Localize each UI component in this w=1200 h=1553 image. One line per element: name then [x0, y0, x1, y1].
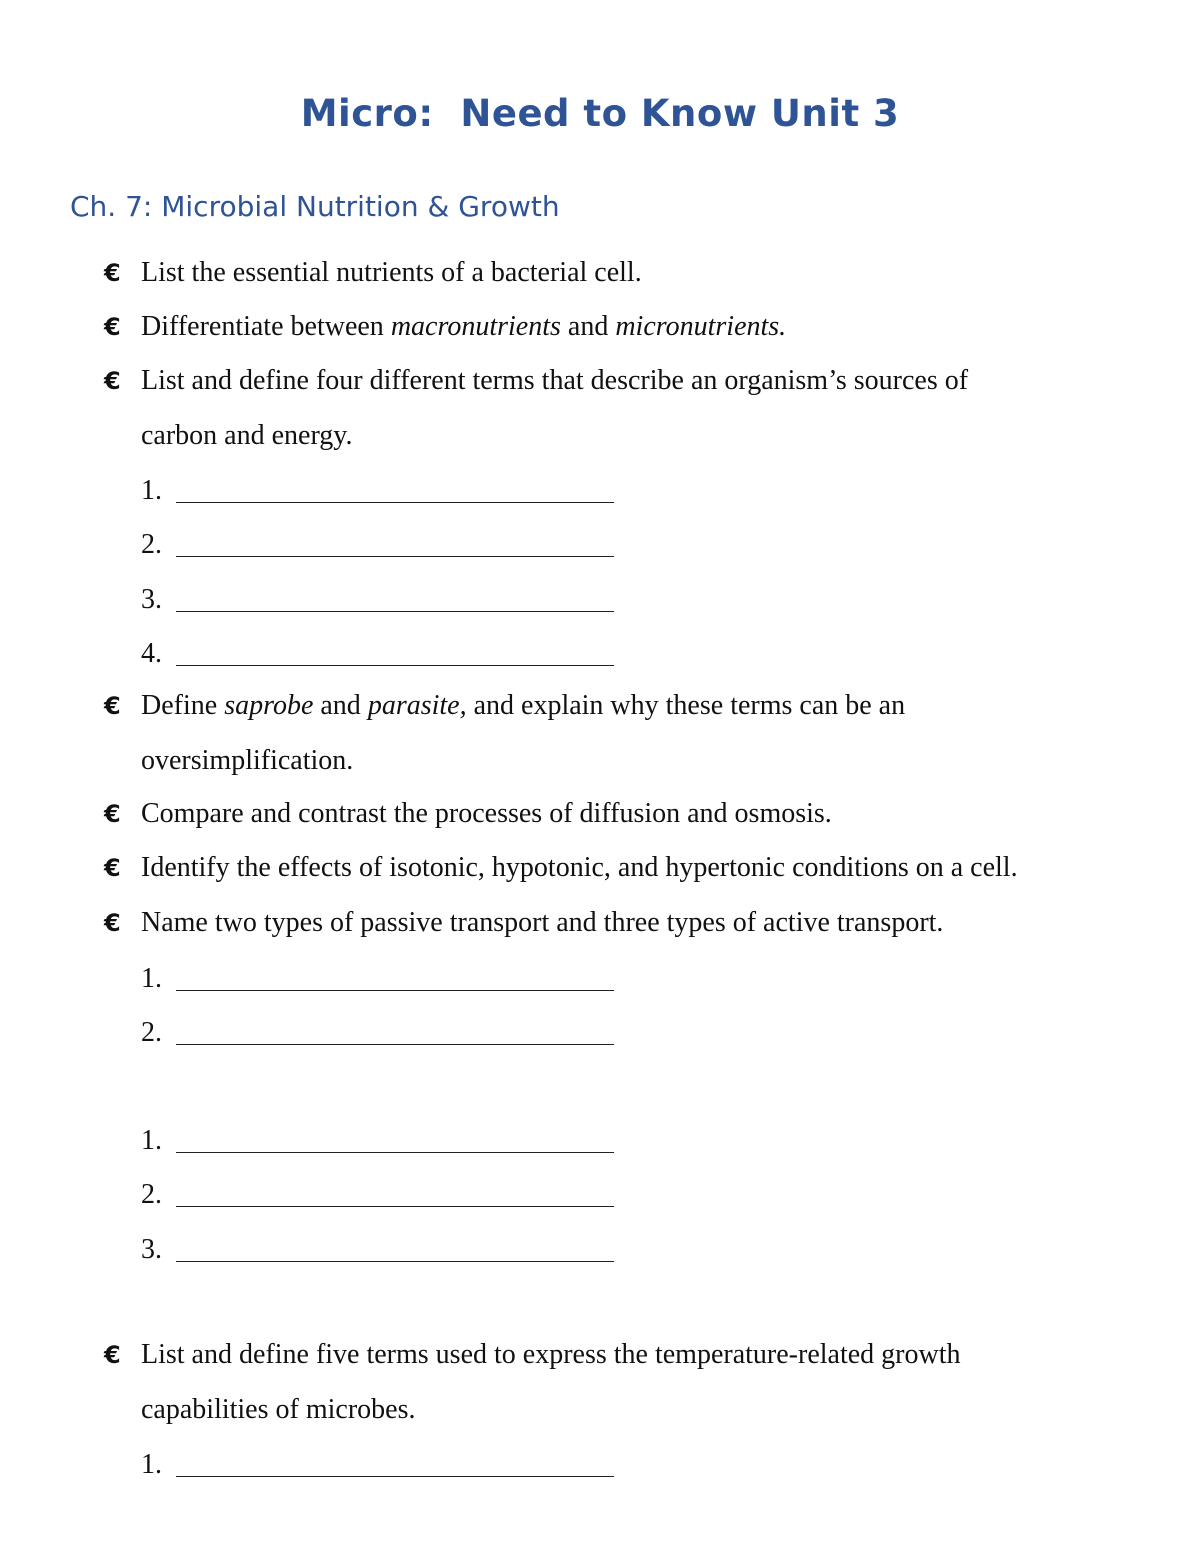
answer-blank[interactable] — [176, 1151, 614, 1153]
bullet-icon: € — [104, 259, 121, 287]
bullet-icon: € — [104, 692, 121, 720]
objective-item — [104, 906, 943, 940]
objective-continuation: oversimplification. — [141, 745, 354, 776]
objective-item — [104, 797, 832, 831]
answer-line[interactable] — [141, 583, 614, 617]
answer-line[interactable] — [141, 962, 614, 996]
objective-text: List and define five terms used to express the temperature-related growth — [141, 1339, 961, 1370]
objective-item — [104, 364, 968, 398]
objective-text: Define — [141, 690, 225, 721]
answer-number: 4. — [141, 638, 162, 669]
term-italic: saprobe — [224, 690, 314, 721]
objective-text: Name two types of passive transport and three types of active transport. — [141, 907, 944, 938]
bullet-icon: € — [104, 1341, 121, 1369]
term-italic: macronutrients — [390, 311, 561, 342]
answer-line[interactable] — [141, 637, 614, 671]
bullet-icon: € — [104, 313, 121, 341]
bullet-icon: € — [104, 800, 121, 828]
answer-blank[interactable] — [176, 1043, 614, 1045]
bullet-icon: € — [104, 854, 121, 882]
answer-blank[interactable] — [176, 664, 614, 666]
answer-number: 1. — [141, 1449, 162, 1480]
term-italic: parasite, — [367, 690, 467, 721]
bullet-icon: € — [104, 909, 121, 937]
answer-blank[interactable] — [176, 1260, 614, 1262]
answer-number: 3. — [141, 1234, 162, 1265]
answer-line[interactable] — [141, 1448, 614, 1482]
objective-item — [104, 1338, 960, 1372]
answer-number: 3. — [141, 584, 162, 615]
answer-number: 1. — [141, 1125, 162, 1156]
answer-blank[interactable] — [176, 555, 614, 557]
page-title: Micro: Need to Know Unit 3 — [300, 92, 900, 135]
objective-text: and — [560, 311, 616, 342]
answer-line[interactable] — [141, 1124, 614, 1158]
objective-item — [104, 256, 642, 290]
answer-blank[interactable] — [176, 610, 614, 612]
answer-line[interactable] — [141, 1233, 614, 1267]
answer-number: 2. — [141, 1017, 162, 1048]
answer-number: 1. — [141, 475, 162, 506]
objective-text: List the essential nutrients of a bacterial cell. — [141, 257, 642, 288]
objective-text: Identify the effects of isotonic, hypotonic, and hypertonic conditions on a cell. — [141, 852, 1018, 883]
objective-text: and — [313, 690, 368, 721]
answer-line[interactable] — [141, 474, 614, 508]
answer-number: 2. — [141, 529, 162, 560]
objective-continuation: carbon and energy. — [141, 420, 353, 451]
objective-item — [104, 689, 905, 723]
answer-number: 2. — [141, 1179, 162, 1210]
objective-text: Compare and contrast the processes of diffusion and osmosis. — [141, 798, 832, 829]
objective-text: List and define four different terms that describe an organism’s sources of — [141, 365, 969, 396]
answer-line[interactable] — [141, 1016, 614, 1050]
bullet-icon: € — [104, 367, 121, 395]
objective-text: . — [779, 311, 787, 342]
answer-blank[interactable] — [176, 501, 614, 503]
answer-line[interactable] — [141, 1178, 614, 1212]
objective-text: Differentiate between — [141, 311, 391, 342]
objective-item — [104, 310, 786, 344]
term-italic: micronutrients — [615, 311, 780, 342]
answer-line[interactable] — [141, 528, 614, 562]
answer-blank[interactable] — [176, 989, 614, 991]
answer-blank[interactable] — [176, 1205, 614, 1207]
objective-item — [104, 851, 1018, 885]
objective-continuation: capabilities of microbes. — [141, 1394, 416, 1425]
objective-text: and explain why these terms can be an — [466, 690, 906, 721]
section-heading: Ch. 7: Microbial Nutrition & Growth — [70, 190, 560, 223]
answer-blank[interactable] — [176, 1475, 614, 1477]
answer-number: 1. — [141, 963, 162, 994]
